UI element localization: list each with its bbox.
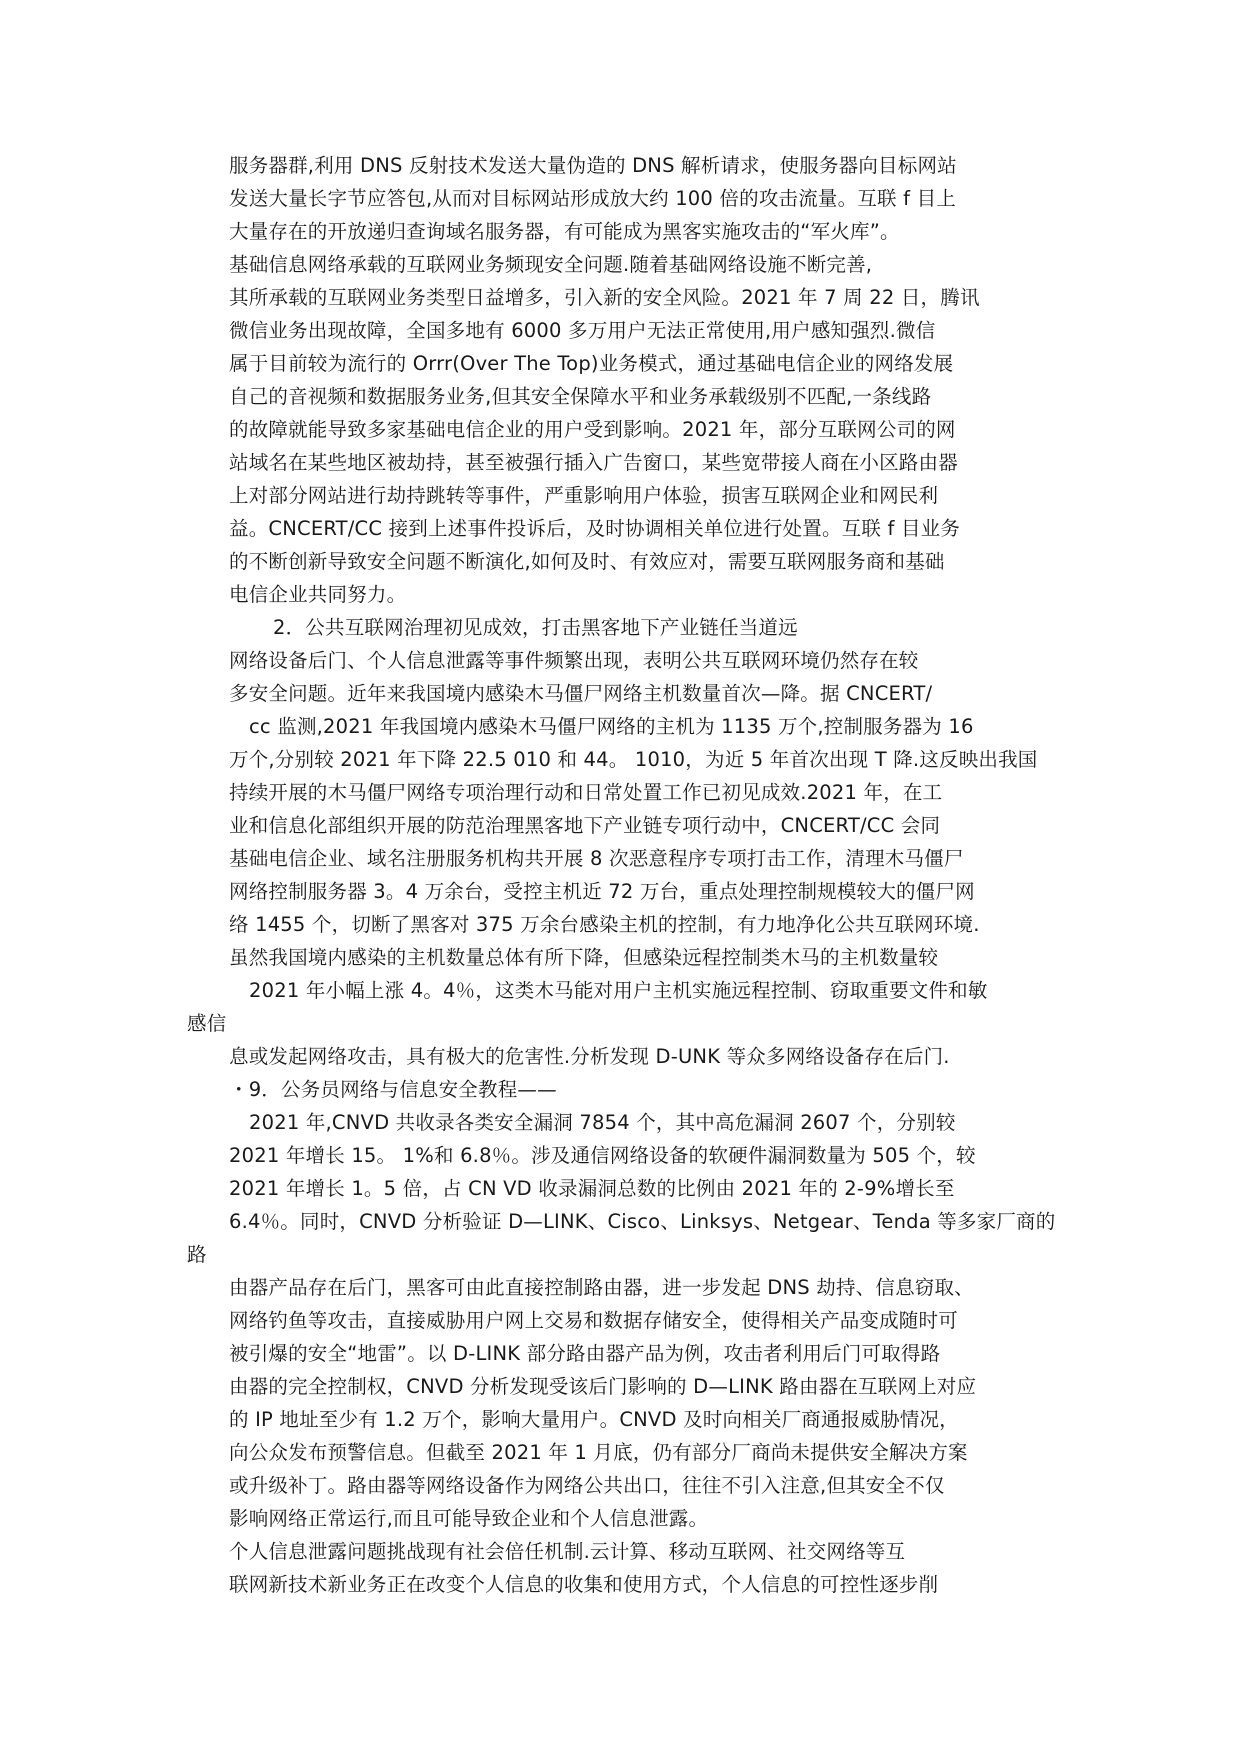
text-line: 感信 <box>187 1012 227 1035</box>
text-line: 影响网络正常运行,而且可能导致企业和个人信息泄露。 <box>229 1507 709 1530</box>
text-line: 网络设备后门、个人信息泄露等事件频繁出现，表明公共互联网环境仍然存在较 <box>229 649 919 672</box>
text-line: 虽然我国境内感染的主机数量总体有所下降，但感染远程控制类木马的主机数量较 <box>229 946 939 969</box>
text-line: 的 IP 地址至少有 1.2 万个，影响大量用户。CNVD 及时向相关厂商通报威胁情况， <box>229 1408 959 1431</box>
text-line: 大量存在的开放递归查询域名服务器，有可能成为黑客实施攻击的“军火库”。 <box>229 220 900 243</box>
text-line: 个人信息泄露问题挑战现有社会倍任机制.云计算、移动互联网、社交网络等互 <box>229 1540 906 1563</box>
text-line: 其所承载的互联网业务类型日益增多，引入新的安全风险。2021 年 7 周 22 日，腾讯 <box>229 286 980 309</box>
text-line: 站域名在某些地区被劫持，甚至被强行插入广告窗口，某些宽带接人商在小区路由器 <box>229 451 958 474</box>
text-line: 或升级补丁。路由器等网络设备作为网络公共出口，往往不引入注意,但其安全不仅 <box>229 1474 945 1497</box>
text-line: 网络钓鱼等攻击，直接威胁用户网上交易和数据存储安全，使得相关产品变成随时可 <box>229 1309 958 1332</box>
text-line: 业和信息化部组织开展的防范治理黑客地下产业链专项行动中，CNCERT/CC 会同 <box>229 814 941 837</box>
text-line: 由器的完全控制权，CNVD 分析发现受该后门影响的 D—LINK 路由器在互联网上对应 <box>229 1375 977 1398</box>
text-line: 2021 年,CNVD 共收录各类安全漏洞 7854 个，其中高危漏洞 2607 个，分别较 <box>249 1111 956 1134</box>
text-line: 基础信息网络承载的互联网业务频现安全问题.随着基础网络设施不断完善, <box>229 253 873 276</box>
text-line: 服务器群,利用 DNS 反射技术发送大量伪造的 DNS 解析请求，使服务器向目标网站 <box>229 154 957 177</box>
text-line: 2021 年小幅上涨 4。4％，这类木马能对用户主机实施远程控制、窃取重要文件和敏 <box>249 979 988 1002</box>
text-line: 益。CNCERT/CC 接到上述事件投诉后，及时协调相关单位进行处置。互联 f 目业务 <box>229 517 961 540</box>
text-line: 上对部分网站进行劫持跳转等事件，严重影响用户体验，损害互联网企业和网民利 <box>229 484 939 507</box>
text-line: 多安全问题。近年来我国境内感染木马僵尸网络主机数量首次—降。据 CNCERT/ <box>229 682 933 705</box>
text-line: 自己的音视频和数据服务业务,但其安全保障水平和业务承载级别不匹配,一条线路 <box>229 385 932 408</box>
text-line: 路 <box>187 1243 207 1266</box>
text-line: 基础电信企业、域名注册服务机构共开展 8 次恶意程序专项打击工作，清理木马僵尸 <box>229 847 964 870</box>
text-line: 息或发起网络攻击，具有极大的危害性.分析发现 D-UNK 等众多网络设备存在后门. <box>229 1045 950 1068</box>
text-line: 的故障就能导致多家基础电信企业的用户受到影响。2021 年，部分互联网公司的网 <box>229 418 956 441</box>
text-line: 的不断创新导致安全问题不断演化,如何及时、有效应对，需要互联网服务商和基础 <box>229 550 945 573</box>
text-line: 万个,分别较 2021 年下降 22.5 010 和 44。 1010，为近 5 年首次出现 T 降.这反映出我国 <box>229 748 1038 771</box>
running-header: ・9．公务员网络与信息安全教程—— <box>229 1078 557 1101</box>
text-line: 2021 年增长 15。 1%和 6.8％。涉及通信网络设备的软硬件漏洞数量为 505 个，较 <box>229 1144 976 1167</box>
text-line: cc 监测,2021 年我国境内感染木马僵尸网络的主机为 1135 万个,控制服务器为 16 <box>249 715 974 738</box>
text-line: 6.4％。同时，CNVD 分析验证 D—LINK、Cisco、Linksys、Netgear、Tenda 等多家厂商的 <box>229 1210 1056 1233</box>
section-heading: 2．公共互联网治理初见成效，打击黑客地下产业链任当道远 <box>273 616 798 639</box>
text-line: 持续开展的木马僵尸网络专项治理行动和日常处置工作已初见成效.2021 年，在工 <box>229 781 943 804</box>
text-line: 属于目前较为流行的 Orrr(Over The Top)业务模式，通过基础电信企业的网络发展 <box>229 352 954 375</box>
text-line: 网络控制服务器 3。4 万余台，受控主机近 72 万台，重点处理控制规模较大的僵尸网 <box>229 880 975 903</box>
text-line: 向公众发布预警信息。但截至 2021 年 1 月底，仍有部分厂商尚未提供安全解决方案 <box>229 1441 968 1464</box>
text-line: 被引爆的安全“地雷”。以 D-LINK 部分路由器产品为例，攻击者利用后门可取得路 <box>229 1342 941 1365</box>
text-line: 电信企业共同努力。 <box>229 583 407 606</box>
text-line: 由器产品存在后门，黑客可由此直接控制路由器，进一步发起 DNS 劫持、信息窃取、 <box>229 1276 974 1299</box>
text-line: 微信业务出现故障，全国多地有 6000 多万用户无法正常使用,用户感知强烈.微信 <box>229 319 936 342</box>
text-line: 2021 年增长 1。5 倍，占 CN VD 收录漏洞总数的比例由 2021 年的 2-9%增长至 <box>229 1177 955 1200</box>
text-line: 发送大量长字节应答包,从而对目标网站形成放大约 100 倍的攻击流量。互联 f 目上 <box>229 187 956 210</box>
text-line: 络 1455 个，切断了黑客对 375 万余台感染主机的控制，有力地净化公共互联网环境. <box>229 913 980 936</box>
text-line: 联网新技术新业务正在改变个人信息的收集和使用方式，个人信息的可控性逐步削 <box>229 1573 939 1596</box>
